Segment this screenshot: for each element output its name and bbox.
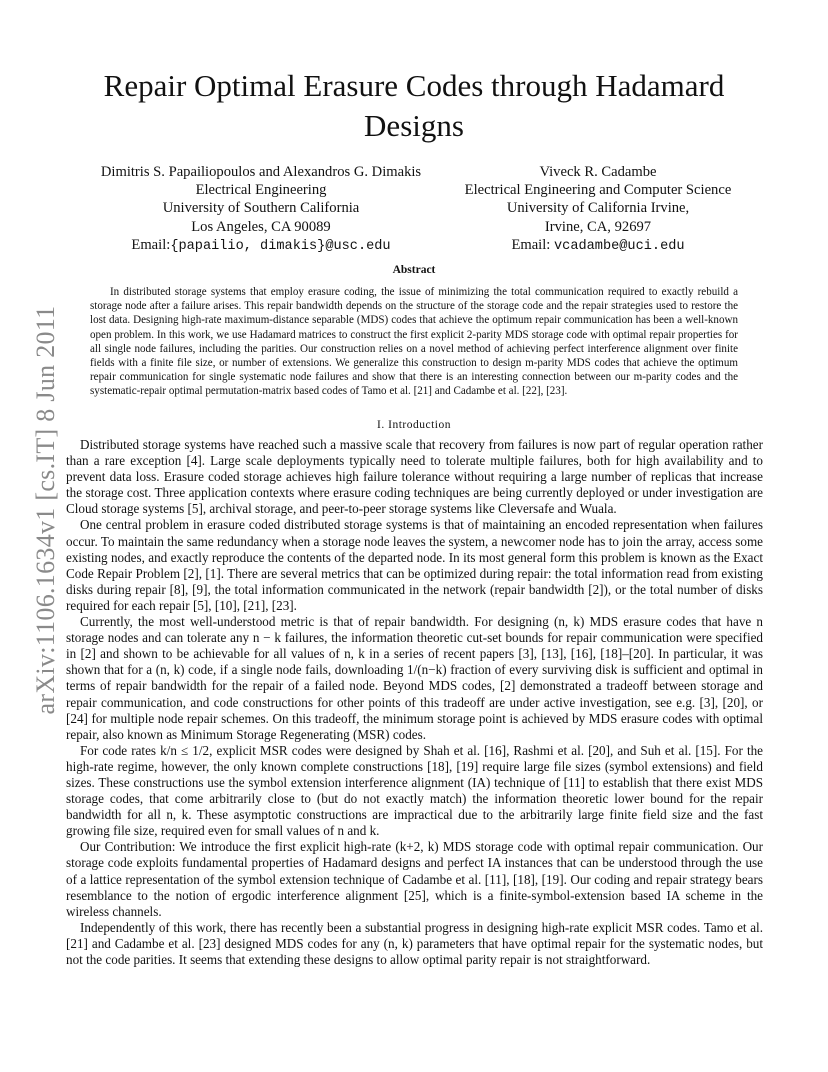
paragraph: For code rates k/n ≤ 1/2, explicit MSR codes were designed by Shah et al. [16], Rashmi et al. [20], and Suh et al. [15]. For the high-rate regime, however, the only known complete constructions [18], [19] require large file sizes (symbol extensions) and field sizes. These constructions use the symbol extension interference alignment (IA) technique of [11] to establish that there exist MDS storage codes, that come arbitrarily close to (but do not exactly match) the information theoretic lower bound for the repair bandwidth for all n, k. These asymptotic constructions are impractical due to the arbitrarily large finite field size and the fast growing file size, required even for small values of n and k. <box>66 742 763 839</box>
abstract-text: In distributed storage systems that employ erasure coding, the issue of minimizing the total communication required to exactly rebuild a storage node after a failure arises. This repair bandwidth depends on the structure of the storage code and the repair strategies used to restore the lost data. Designing high-rate maximum-distance separable (MDS) codes that achieve the optimum repair communication has been a well-known open problem. In this work, we use Hadamard matrices to construct the first explicit 2-parity MDS storage code with optimal repair properties for all single node failures, including the parities. Our construction relies on a novel method of achieving perfect interference alignment over finite fields with a finite file size, or number of extensions. We generalize this construction to design m-parity MDS codes that achieve the optimum repair communication for single systematic node failures and show that there is an interesting connection between our m-parity codes and the systematic-repair optimal permutation-matrix based codes of Tamo et al. [21] and Cadambe et al. [22], [23]. <box>90 286 738 398</box>
arxiv-stamp <box>31 300 60 720</box>
paragraph: Our Contribution: We introduce the first explicit high-rate (k+2, k) MDS storage code with optimal repair communication. Our storage code exploits fundamental properties of Hadamard designs and perfect IA instances that can be understood through the use of a lattice representation of the symbol extension technique of Cadambe et al. [11], [18], [19]. Our coding and repair strategy bears resemblance to the notion of ergodic interference alignment [25], which is a finite-symbol-extension based IA scheme in the wireless channels. <box>66 839 763 919</box>
author-email: {papailio, dimakis}@usc.edu <box>170 238 391 254</box>
paper-title: Repair Optimal Erasure Codes through Hadamard Designs <box>103 68 725 143</box>
section-body <box>66 437 763 968</box>
paragraph: One central problem in erasure coded distributed storage systems is that of maintaining an encoded representation when failures occur. To maintain the same redundancy when a storage node leaves the system, a newcomer node has to join the array, access some existing nodes, and exactly reproduce the contents of the departed node. In its most general form this problem is known as the Exact Code Repair Problem [2], [1]. There are several metrics that can be optimized during repair: the total information read from existing disks during repair [8], [9], the total information communicated in the network (repair bandwidth [2]), or the total number of disks required for each repair [5], [10], [21], [23]. <box>66 517 763 613</box>
email-label: Email: <box>511 236 551 253</box>
abstract-heading: Abstract <box>392 264 436 276</box>
author-names: Dimitris S. Papailiopoulos and Alexandros G. Dimakis <box>100 164 422 180</box>
author-email-line <box>448 236 748 256</box>
arxiv-id: arXiv:1106.1634v1 [cs.IT] 8 Jun 2011 <box>31 305 60 715</box>
paragraph: Currently, the most well-understood metric is that of repair bandwidth. For designing (n, k) MDS erasure codes that have n storage nodes and can tolerate any n − k failures, the information theoretic cut-set bounds for repair communication were specified in [2] and shown to be achievable for all values of n, k in a series of recent papers [3], [13], [16], [18]–[20]. In particular, it was shown that for a (n, k) code, if a single node fails, downloading 1/(n−k) fraction of every surviving disk is sufficient and optimal in terms of repair bandwidth for the repair of a failed node. Beyond MDS codes, [2] demonstrated a tradeoff between storage and repair communication, and code constructions for other points of this tradeoff are under active investigation, see e.g. [3], [20], or [24] for multiple node repair schemes. On this tradeoff, the minimum storage point is achieved by MDS erasure codes with optimal repair, also known as Minimum Storage Regenerating (MSR) codes. <box>66 614 763 742</box>
paragraph: Distributed storage systems have reached such a massive scale that recovery from failures is now part of regular operation rather than a rare exception [4]. Large scale deployments typically need to tolerate multiple failures, both for high availability and to prevent data loss. Erasure coded storage achieves high failure tolerance without requiring a large number of replicas that increase the storage cost. Three application contexts where erasure coding techniques are being currently deployed or under investigation are Cloud storage systems [5], archival storage, and peer-to-peer storage systems like Cleversafe and Wuala. <box>66 437 763 517</box>
paragraph: Independently of this work, there has recently been a substantial progress in designing high-rate explicit MSR codes. Tamo et al. [21] and Cadambe et al. [23] designed MDS codes for any (n, k) parameters that have optimal repair for the systematic nodes, but not the code parities. It seems that extending these designs to allow optimal parity repair is not straightforward. <box>66 919 763 967</box>
author-email: vcadambe@uci.edu <box>554 238 685 254</box>
email-label: Email: <box>131 236 171 253</box>
author-location: Los Angeles, CA 90089 <box>191 218 331 235</box>
author-department: Electrical Engineering <box>195 182 327 199</box>
author-location: Irvine, CA, 92697 <box>544 218 652 235</box>
author-email-line <box>86 236 436 256</box>
section-heading: I. Introduction <box>377 419 451 431</box>
author-university: University of Southern California <box>162 200 360 217</box>
author-university: University of California Irvine, <box>506 200 690 217</box>
author-block-1 <box>86 163 436 256</box>
author-block-2 <box>448 163 748 256</box>
author-department: Electrical Engineering and Computer Science <box>464 182 732 199</box>
author-names: Viveck R. Cadambe <box>539 164 657 180</box>
